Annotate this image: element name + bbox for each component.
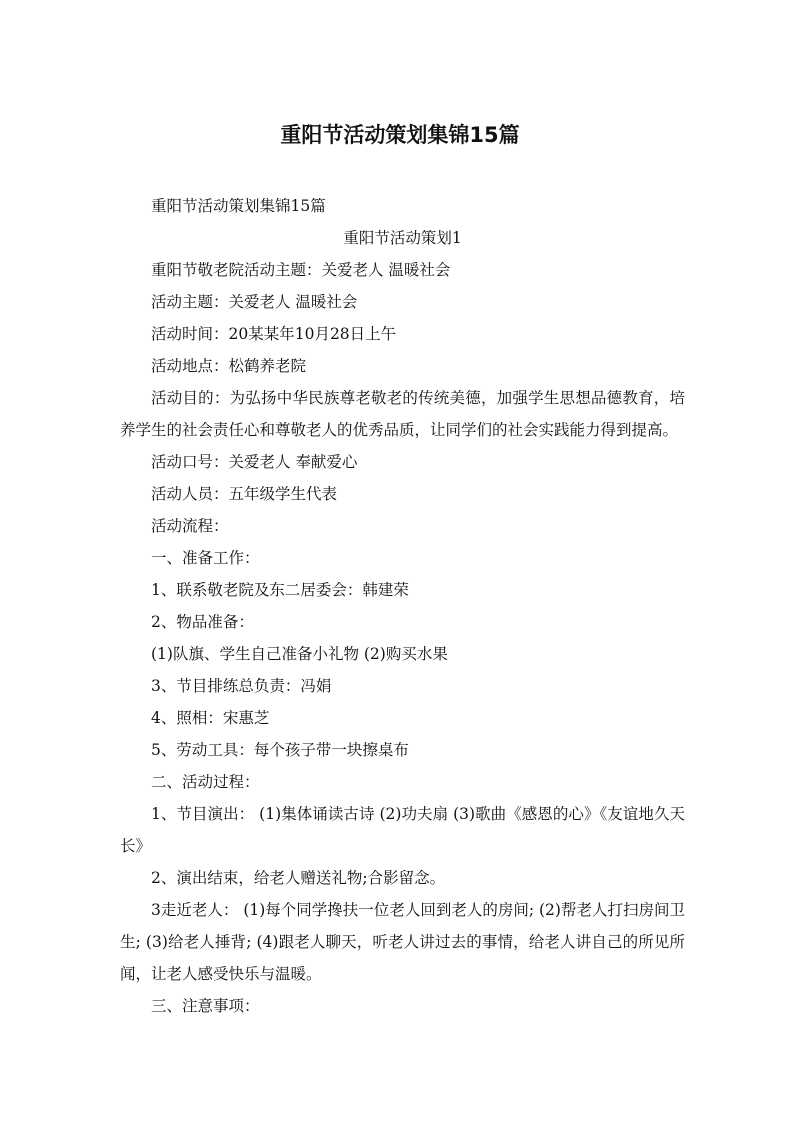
paragraph-photography: 4、照相：宋惠芝 bbox=[151, 709, 270, 727]
paragraph-contact: 1、联系敬老院及东二居委会：韩建荣 bbox=[151, 581, 409, 599]
paragraph-time: 活动时间：20某某年10月28日上午 bbox=[151, 325, 397, 343]
document-title: 重阳节活动策划集锦15篇 bbox=[280, 123, 520, 147]
paragraph-materials-heading: 2、物品准备： bbox=[151, 613, 254, 631]
paragraph-rehearsal: 3、节目排练总负责：冯娟 bbox=[151, 677, 332, 695]
paragraph-participants: 活动人员：五年级学生代表 bbox=[151, 485, 338, 503]
paragraph-gifts: 2、演出结束，给老人赠送礼物;合影留念。 bbox=[151, 869, 446, 887]
paragraph-visit-elders: 3走近老人： (1)每个同学搀扶一位老人回到老人的房间; (2)帮老人打扫房间卫生; (3)给老人捶背; (4)跟老人聊天，听老人讲过去的事情，给老人讲自己的所见所闻，让老人感受快乐与温暖。 bbox=[120, 901, 685, 983]
paragraph-theme-nursing-home: 重阳节敬老院活动主题：关爱老人 温暖社会 bbox=[151, 261, 451, 279]
paragraph-purpose: 活动目的：为弘扬中华民族尊老敬老的传统美德，加强学生思想品德教育，培养学生的社会责任心和尊敬老人的优秀品质，让同学们的社会实践能力得到提高。 bbox=[120, 389, 685, 439]
paragraph-slogan: 活动口号：关爱老人 奉献爱心 bbox=[151, 453, 358, 471]
paragraph-location: 活动地点：松鹤养老院 bbox=[151, 357, 307, 375]
document-body bbox=[120, 190, 685, 1022]
paragraph-materials: (1)队旗、学生自己准备小礼物 (2)购买水果 bbox=[151, 645, 448, 663]
paragraph-activity-heading: 二、活动过程： bbox=[151, 773, 260, 791]
paragraph-performance: 1、节目演出： (1)集体诵读古诗 (2)功夫扇 (3)歌曲《感恩的心》《友谊地久天长》 bbox=[120, 805, 685, 855]
paragraph-tools: 5、劳动工具：每个孩子带一块擦桌布 bbox=[151, 741, 409, 759]
paragraph-notes-heading: 三、注意事项： bbox=[151, 997, 260, 1015]
paragraph-preparation-heading: 一、准备工作： bbox=[151, 549, 260, 567]
paragraph-process-heading: 活动流程： bbox=[151, 517, 229, 535]
section-heading-plan-1: 重阳节活动策划1 bbox=[343, 229, 462, 247]
paragraph-theme: 活动主题：关爱老人 温暖社会 bbox=[151, 293, 358, 311]
paragraph-subtitle: 重阳节活动策划集锦15篇 bbox=[151, 197, 326, 215]
